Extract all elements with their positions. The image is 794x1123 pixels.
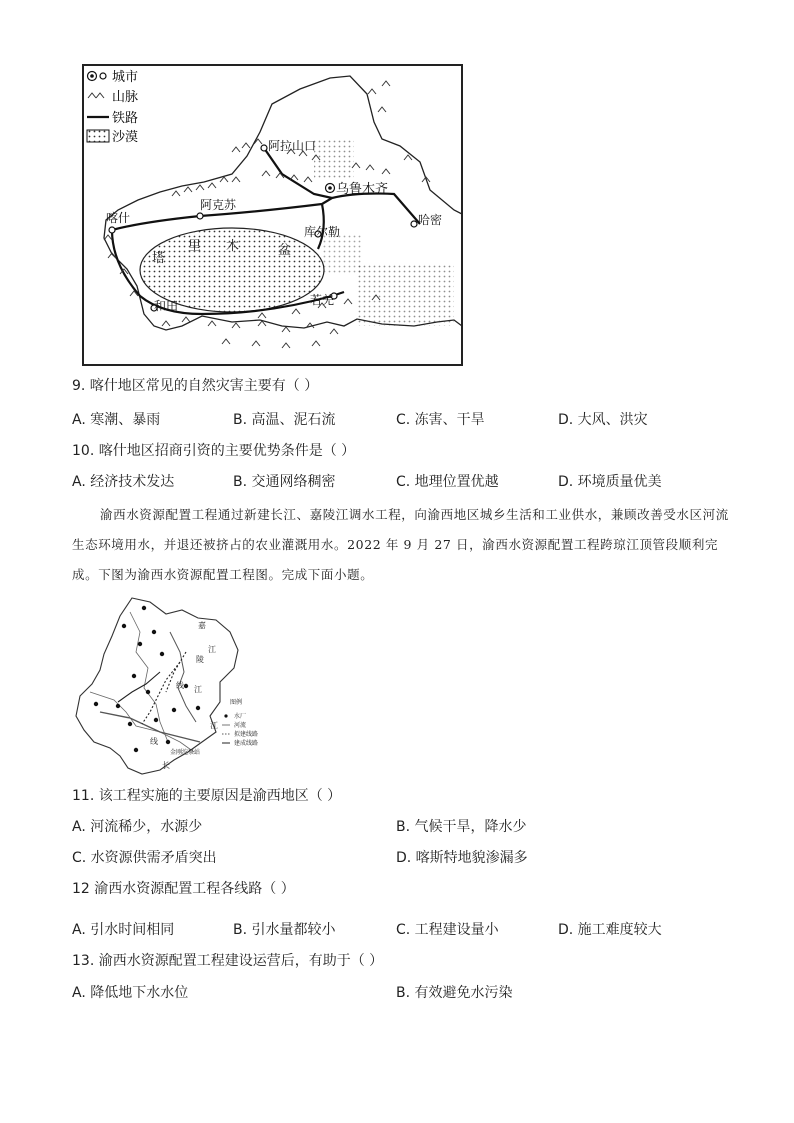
city-korla: 库尔勒: [304, 225, 341, 239]
city-aksu: 阿克苏: [200, 198, 237, 212]
q9-option-b[interactable]: B. 高温、泥石流: [233, 412, 336, 428]
q9-option-c[interactable]: C. 冻害、干旱: [396, 412, 485, 428]
yuxi-water-map: [70, 592, 270, 782]
question-9-stem: 9. 喀什地区常见的自然灾害主要有（ ）: [72, 378, 319, 394]
map2-legend-planned: 拟建线路: [234, 731, 259, 738]
map2-label-jia: 嘉: [198, 621, 206, 630]
map2-label-jiang-c: 江: [210, 721, 218, 730]
q11-option-c[interactable]: C. 水资源供需矛盾突出: [72, 850, 217, 866]
city-alashankou: 阿拉山口: [268, 139, 317, 153]
question-10-stem: 10. 喀什地区招商引资的主要优势条件是（ ）: [72, 443, 356, 459]
legend-railway: 铁路: [112, 111, 139, 126]
reading-passage: 渝西水资源配置工程通过新建长江、嘉陵江调水工程，向渝西地区城乡生活和工业供水，兼顾改善受水区河流生态环境用水，并退还被挤占的农业灌溉用水。2022 年 9 月 27 日，渝西水资源配置工程跨琼江顶管段顺利完成。下图为渝西水资源配置工程图。完成下面小题。: [72, 507, 729, 582]
map2-site-label: 金刚沱泵站: [170, 749, 201, 756]
map2-label-xian2: 线: [150, 737, 158, 746]
question-12-stem: 12 渝西水资源配置工程各线路（ ）: [72, 881, 295, 897]
map2-label-xian1: 线: [176, 681, 184, 690]
q10-option-b[interactable]: B. 交通网络稠密: [233, 474, 336, 490]
legend-desert: 沙漠: [112, 130, 139, 145]
city-urumqi: 乌鲁木齐: [336, 182, 389, 197]
question-11-stem: 11. 该工程实施的主要原因是渝西地区（ ）: [72, 788, 342, 804]
q11-option-a[interactable]: A. 河流稀少，水源少: [72, 819, 203, 835]
legend-city: 城市: [112, 70, 139, 85]
q13-option-b[interactable]: B. 有效避免水污染: [396, 985, 513, 1001]
q10-option-a[interactable]: A. 经济技术发达: [72, 474, 175, 490]
city-hami: 哈密: [418, 213, 443, 227]
city-ruoqiang: 若羌: [310, 293, 335, 307]
city-hotan: 和田: [154, 299, 179, 313]
q12-option-b[interactable]: B. 引水量都较小: [233, 922, 336, 938]
city-kashi: 喀什: [106, 211, 131, 225]
desert-char-3: 木: [226, 239, 240, 254]
question-13-stem: 13. 渝西水资源配置工程建设运营后，有助于（ ）: [72, 953, 384, 969]
desert-char-2: 里: [188, 239, 202, 254]
q9-option-a[interactable]: A. 寒潮、暴雨: [72, 412, 161, 428]
q12-option-d[interactable]: D. 施工难度较大: [558, 922, 662, 938]
legend-mountain: 山脉: [112, 90, 139, 105]
map2-legend-title: 图例: [230, 699, 243, 706]
q10-option-d[interactable]: D. 环境质量优美: [558, 474, 662, 490]
q11-option-b[interactable]: B. 气候干旱，降水少: [396, 819, 527, 835]
xinjiang-map: [82, 64, 463, 366]
map2-label-ling: 陵: [196, 655, 204, 664]
map2-label-jiang-b: 江: [194, 685, 202, 694]
map2-legend-built: 建成线路: [234, 740, 259, 747]
map2-legend: [222, 698, 258, 747]
q12-option-c[interactable]: C. 工程建设量小: [396, 922, 499, 938]
q11-option-d[interactable]: D. 喀斯特地貌渗漏多: [396, 850, 528, 866]
desert-char-1: 塔: [152, 251, 166, 266]
map2-label-chang: 长: [162, 761, 170, 770]
q12-option-a[interactable]: A. 引水时间相同: [72, 922, 175, 938]
desert-char-4: 盆: [278, 243, 292, 258]
map2-legend-waterworks: 水厂: [234, 713, 247, 720]
map2-label-jiang-a: 江: [208, 645, 216, 654]
q13-option-a[interactable]: A. 降低地下水水位: [72, 985, 189, 1001]
q9-option-d[interactable]: D. 大风、洪灾: [558, 412, 648, 428]
q10-option-c[interactable]: C. 地理位置优越: [396, 474, 499, 490]
map2-legend-river: 河流: [234, 722, 247, 729]
